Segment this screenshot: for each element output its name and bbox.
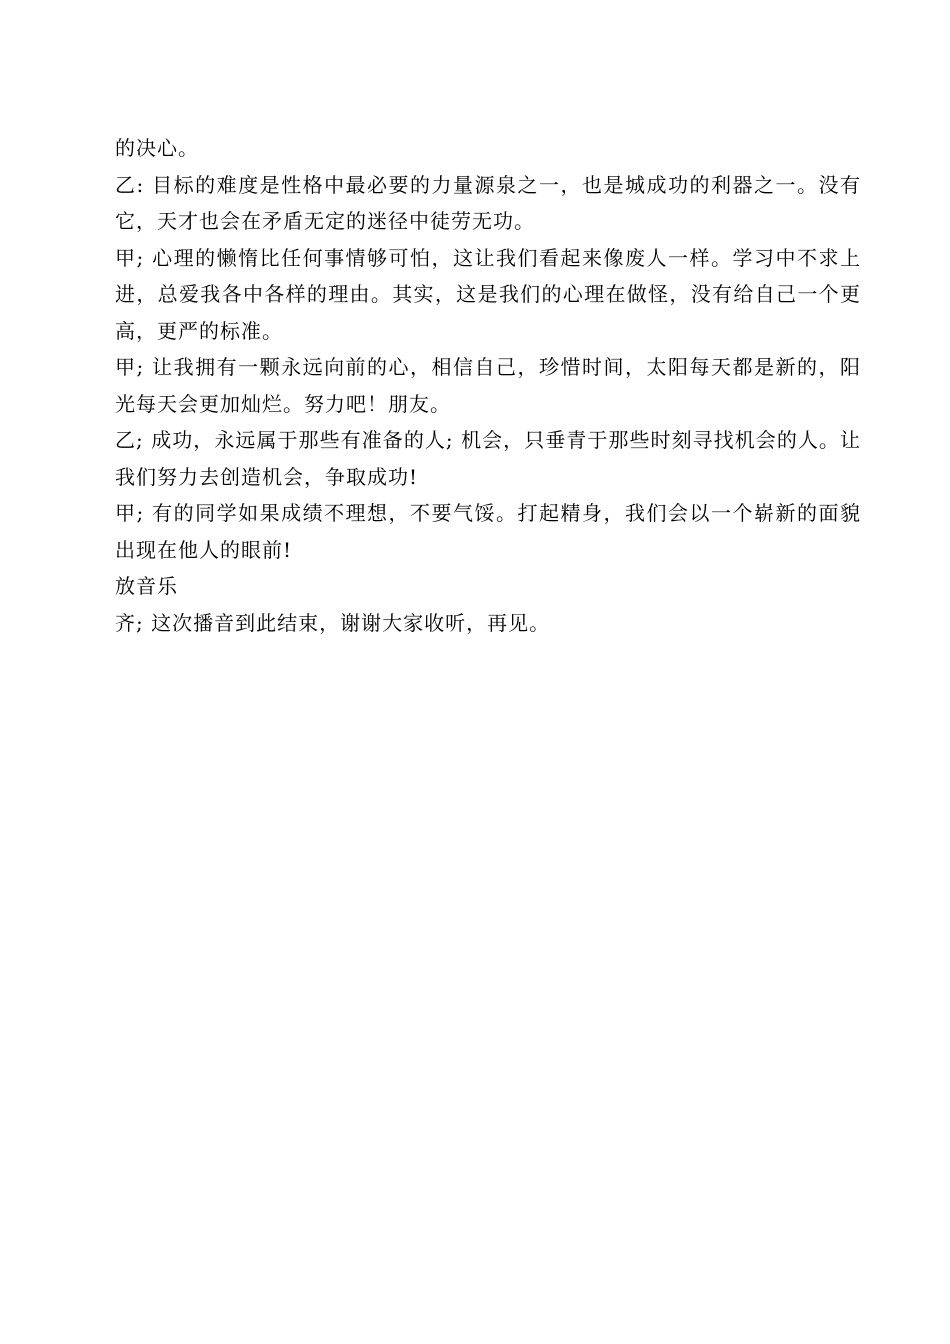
paragraph-jia-mental-laziness: 甲; 心理的懒惰比任何事情够可怕，这让我们看起来像废人一样。学习中不求上进，总爱我各中各样的理由。其实，这是我们的心理在做怪，没有给自己一个更高，更严的标准。 [115,245,861,343]
paragraph-yi-success-prepared: 乙; 成功，永远属于那些有准备的人; 机会，只垂青于那些时刻寻找机会的人。让我们努力去创造机会，争取成功! [115,428,861,489]
paragraph-jia-dont-give-up: 甲; 有的同学如果成绩不理想，不要气馁。打起精身，我们会以一个崭新的面貌出现在他人的眼前! [115,501,861,562]
paragraph-closing-fragment: 的决心。 [115,136,199,160]
document-body [115,130,861,641]
paragraph-jia-forward-heart: 甲; 让我拥有一颗永远向前的心，相信自己，珍惜时间，太阳每天都是新的，阳光每天会更加灿烂。努力吧！朋友。 [115,355,861,416]
paragraph-play-music: 放音乐 [115,574,178,598]
paragraph-all-sign-off: 齐; 这次播音到此结束，谢谢大家收听，再见。 [115,610,551,635]
paragraph-yi-goal-difficulty: 乙: 目标的难度是性格中最必要的力量源泉之一，也是城成功的利器之一。没有它，天才也会在矛盾无定的迷径中徒劳无功。 [115,172,861,233]
